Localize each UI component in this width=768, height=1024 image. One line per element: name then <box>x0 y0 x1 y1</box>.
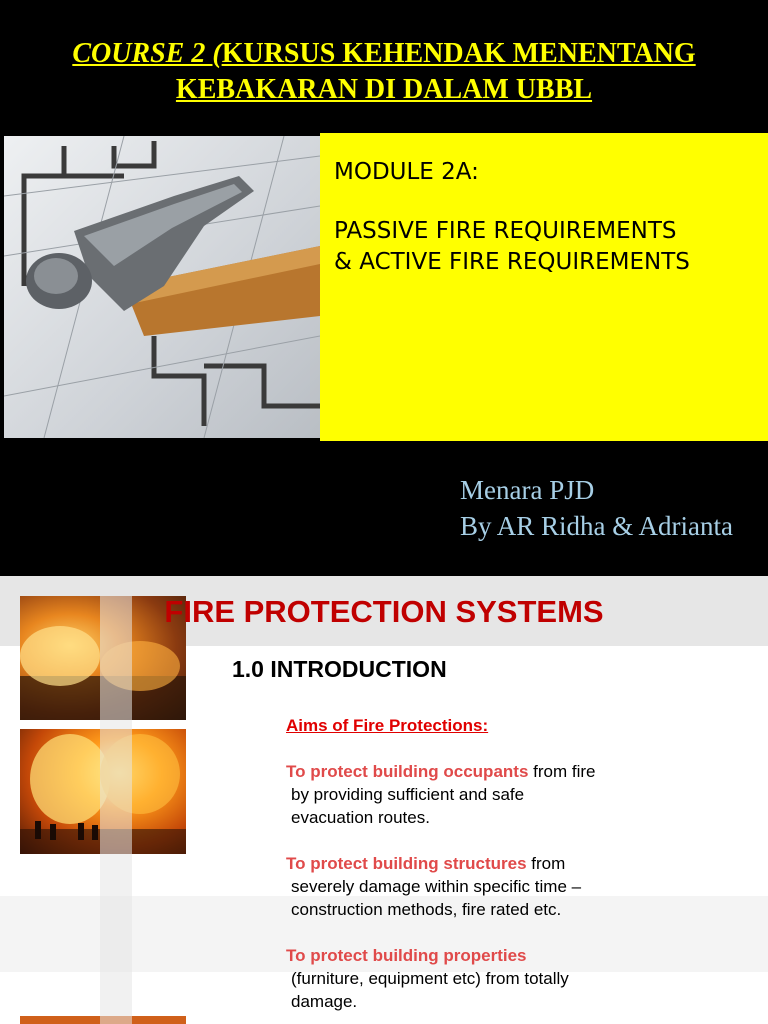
aim-item-structures <box>286 852 756 921</box>
course-title-main: KURSUS KEHENDAK MENENTANG <box>221 38 696 69</box>
authors: By AR Ridha & Adrianta <box>460 511 733 541</box>
course-title-line2: KEBAKARAN DI DALAM UBBL <box>175 74 593 105</box>
aims-heading: Aims of Fire Protections: <box>286 716 489 735</box>
vertical-strip <box>100 576 132 1024</box>
aim-highlight: To protect building properties <box>286 946 527 965</box>
section-heading: 1.0 INTRODUCTION <box>232 656 447 682</box>
aim-inline: from fire <box>528 762 596 781</box>
venue: Menara PJD <box>460 475 595 505</box>
aim-inline: from <box>526 854 566 873</box>
module-box <box>320 133 768 441</box>
aim-line: severely damage within specific time – <box>291 877 582 896</box>
slide-title: FIRE PROTECTION SYSTEMS <box>164 594 604 629</box>
course-title <box>0 36 768 108</box>
module-line-1: PASSIVE FIRE REQUIREMENTS <box>334 218 677 244</box>
module-label: MODULE 2A: <box>334 159 479 185</box>
hammer-blueprint-image <box>4 136 320 438</box>
aim-item-occupants <box>286 760 756 829</box>
course-title-prefix: COURSE 2 ( <box>72 38 222 69</box>
aim-line: construction methods, fire rated etc. <box>291 900 562 919</box>
aim-line: damage. <box>291 992 358 1011</box>
aim-item-properties <box>286 944 756 1013</box>
byline <box>460 472 733 544</box>
aim-line: (furniture, equipment etc) from totally <box>291 969 569 988</box>
aim-line: evacuation routes. <box>291 808 430 827</box>
fire-protection-slide <box>0 576 768 1024</box>
aim-highlight: To protect building structures <box>286 854 527 873</box>
aim-line: by providing sufficient and safe <box>291 785 525 804</box>
hammer-blueprint-illustration <box>4 136 320 438</box>
aims-content <box>286 714 756 1013</box>
module-line-2: & ACTIVE FIRE REQUIREMENTS <box>334 249 690 275</box>
aim-highlight: To protect building occupants <box>286 762 529 781</box>
